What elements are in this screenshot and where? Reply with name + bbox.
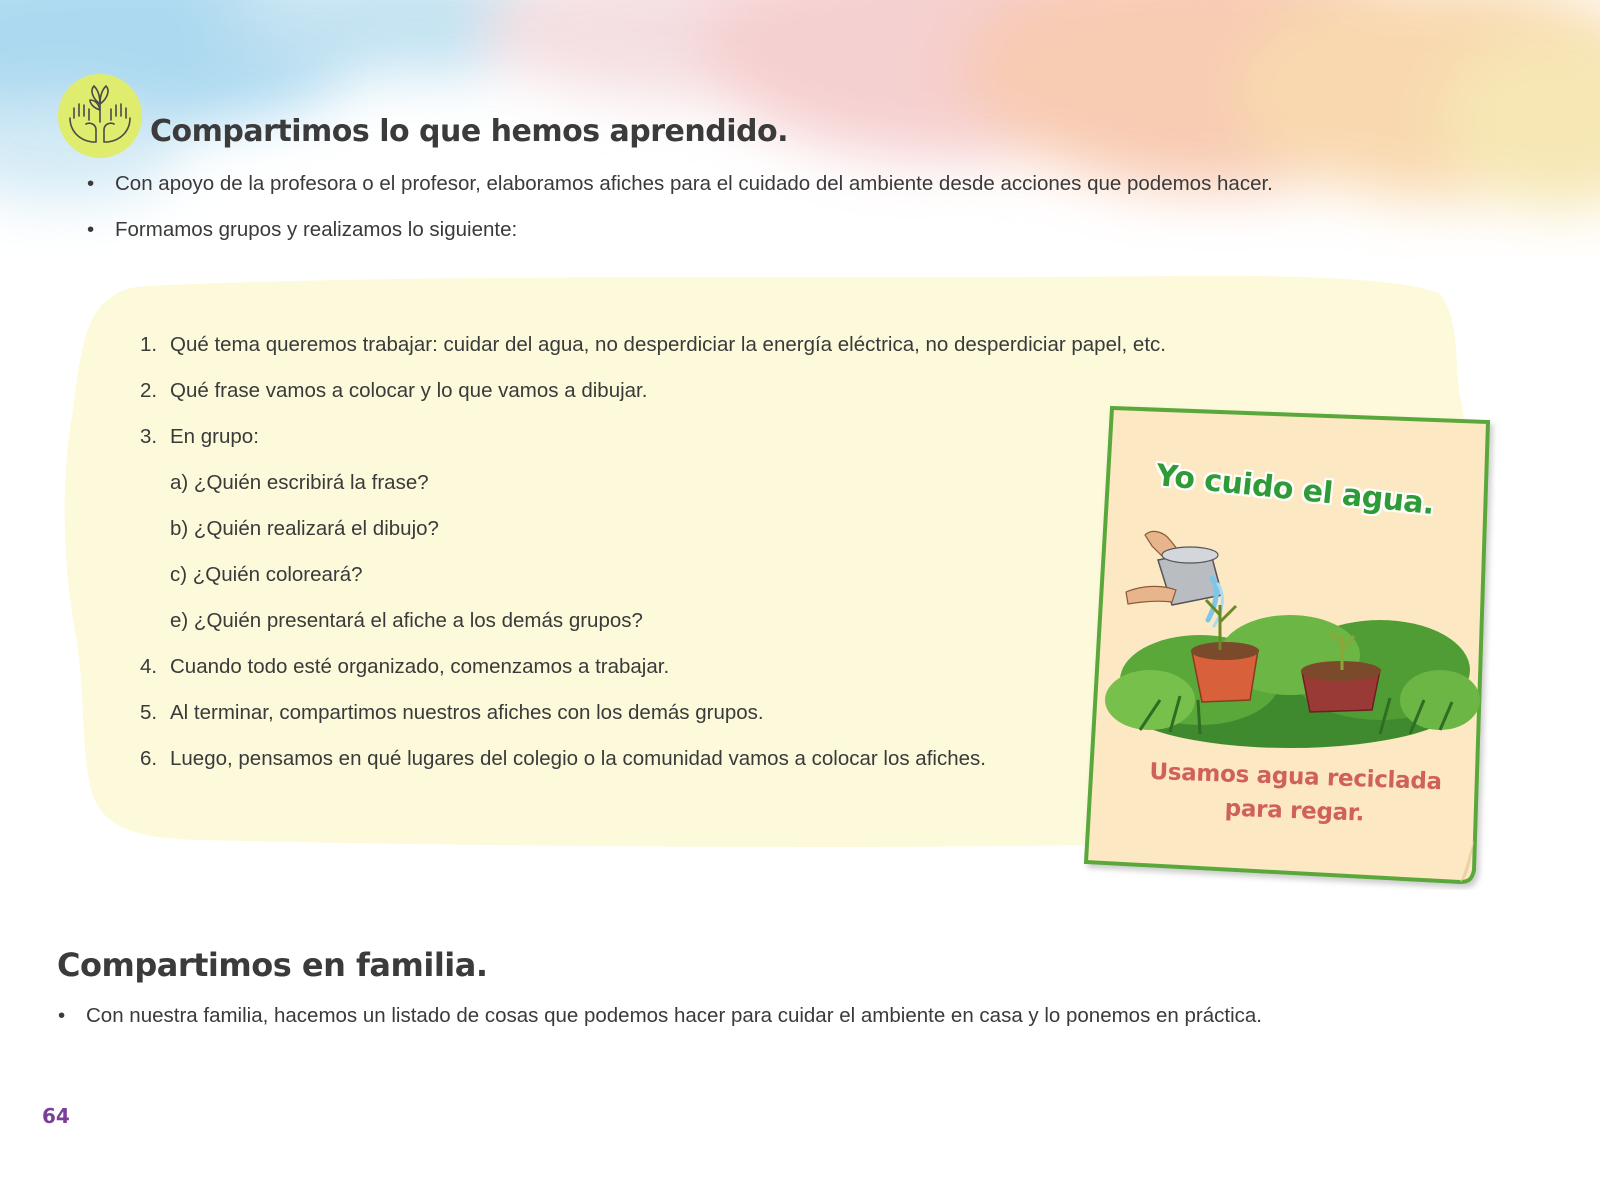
section-title-family: Compartimos en familia. [57,946,488,984]
family-bullet-list [58,1002,1262,1030]
step-text: Luego, pensamos en qué lugares del colegio o la comunidad vamos a colocar los afiches. [170,747,986,770]
poster-caption [1139,755,1451,834]
step-item [140,377,1166,423]
poster-headline: Yo cuido el agua. [1154,458,1436,523]
bullet-item: • Con apoyo de la profesora o el profesor, elaboramos afiches para el cuidado del ambiente desde acciones que podemos hacer. [87,170,1273,198]
step-item [140,331,1166,377]
page-number: 64 [42,1104,70,1128]
sub-step-item [140,515,1166,561]
step-number: 4. [140,655,158,678]
hands-plant-icon [56,72,144,160]
step-item [140,745,1166,791]
step-number: 5. [140,701,158,724]
intro-bullet-list [87,170,1273,262]
step-text: Al terminar, compartimos nuestros afiches con los demás grupos. [170,701,764,724]
sub-step-item [140,561,1166,607]
sub-step-item [140,607,1166,653]
bullet-item: • Con nuestra familia, hacemos un listado de cosas que podemos hacer para cuidar el ambiente en casa y lo ponemos en práctica. [58,1002,1262,1030]
step-text: c) ¿Quién coloreará? [170,563,363,586]
step-item [140,653,1166,699]
poster-caption-line: Usamos agua reciclada [1149,758,1443,796]
step-item [140,423,1166,469]
sub-step-item [140,469,1166,515]
step-number: 6. [140,747,158,770]
steps-list [140,331,1166,791]
step-number: 3. [140,425,158,448]
step-text: Qué tema queremos trabajar: cuidar del agua, no desperdiciar la energía eléctrica, no desperdiciar papel, etc. [170,333,1166,356]
step-text: b) ¿Quién realizará el dibujo? [170,517,439,540]
step-text: a) ¿Quién escribirá la frase? [170,471,429,494]
poster-caption-line: para regar. [1224,795,1365,827]
step-item [140,699,1166,745]
step-number: 1. [140,333,158,356]
step-text: Qué frase vamos a colocar y lo que vamos a dibujar. [170,379,648,402]
section-title: Compartimos lo que hemos aprendido. [150,114,788,149]
step-number: 2. [140,379,158,402]
step-text: e) ¿Quién presentará el afiche a los demás grupos? [170,609,643,632]
bullet-item: • Formamos grupos y realizamos lo siguiente: [87,216,1273,244]
step-text: Cuando todo esté organizado, comenzamos a trabajar. [170,655,670,678]
step-text: En grupo: [170,425,259,448]
